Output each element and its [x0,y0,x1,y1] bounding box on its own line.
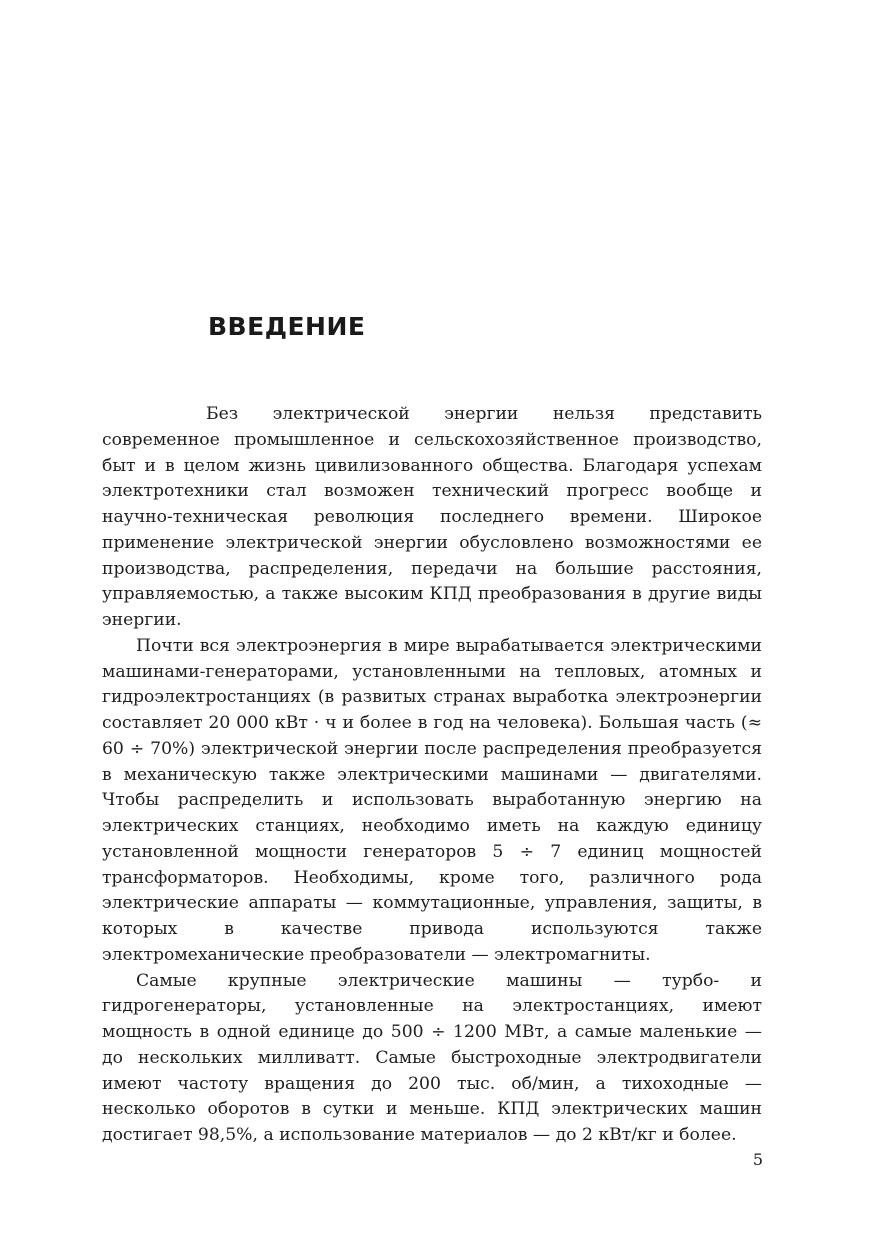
paragraph-3: Самые крупные электрические машины — турбо- и гидрогенераторы, установленные на электростанциях, имеют мощность в одной единице до 500 ÷ 1200 МВт, а самые маленькие — до нескольких милливатт. Самые быстроходные электродвигатели имеют частоту вращения до 200 тыс. об/мин, а тихоходные — несколько оборотов в сутки и меньше. КПД электрических машин достигает 98,5%, а использование материалов — до 2 кВт/кг и более. [102,970,762,1145]
page-number: 5 [752,1150,763,1169]
paragraph-1: Без электрической энергии нельзя представить современное промышленное и сельскохозяйственное производство, быт и в целом жизнь цивилизованного общества. Благодаря успехам электротехники стал возможен технический прогресс вообще и научно-техническая революция последнего времени. Широкое применение электрической энергии обусловлено возможностями ее производства, распределения, передачи на большие расстояния, управляемостью, а также высоким КПД преобразования в другие виды энергии. [102,404,762,630]
paragraph-2: Почти вся электроэнергия в мире вырабатывается электрическими машинами-генераторами, установленными на тепловых, атомных и гидроэлектростанциях (в развитых странах выработка электроэнергии составляет 20 000 кВт · ч и более в год на человека). Большая часть (≈ 60 ÷ 70%) электрической энергии после распределения преобразуется в механическую также электрическими машинами — двигателями. Чтобы распределить и использовать выработанную энергию на электрических станциях, необходимо иметь на каждую единицу установленной мощности генераторов 5 ÷ 7 единиц мощностей трансформаторов. Необходимы, кроме того, различного рода электрические аппараты — коммутационные, управления, защиты, в которых в качестве привода используются также электромеханические преобразователи — электромагниты. [102,635,762,965]
body-text [102,402,762,1149]
chapter-title: ВВЕДЕНИЕ [208,312,366,341]
